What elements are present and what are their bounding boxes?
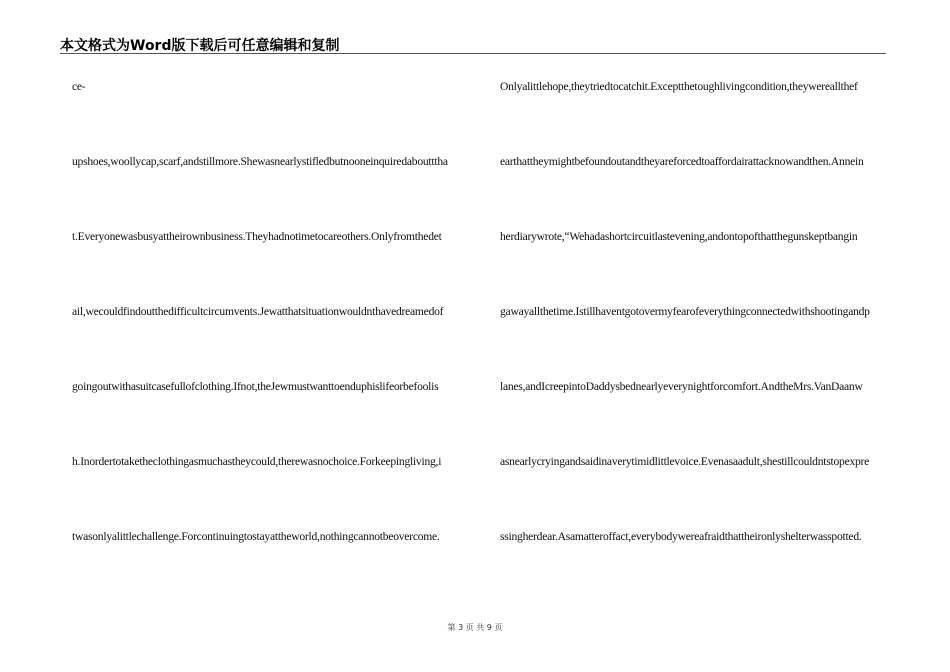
left-line-5: goingoutwithasuitcasefullofclothing.Ifnot,theJewmustwanttoenduphislifeorbefoolis [72,380,439,393]
right-line-1: Onlyalittlehope,theytriedtocatchit.Exceptthetoughlivingcondition,theywereallthef [500,80,858,93]
left-line-3: t.Everyonewasbusyattheirownbusiness.Theyhadnotimetocareothers.Onlyfromthedet [72,230,442,243]
left-text-column [72,0,472,672]
left-line-7: twasonlyalittlechallenge.Forcontinuingtostayattheworld,nothingcannotbeovercome. [72,530,440,543]
page-number-footer: 第 3 页 共 9 页 [447,623,503,632]
right-line-4: gawayallthetime.Istillhaventgotovermyfearofeverythingconnectedwithshootingandp [500,305,870,318]
left-line-4: ail,wecouldfindoutthedifficultcircumvents.Jewatthatsituationwouldnthavedreamedof [72,305,444,318]
left-line-1: ce- [72,80,86,93]
right-line-5: lanes,andIcreepintoDaddysbednearlyeverynightforcomfort.AndtheMrs.VanDaanw [500,380,863,393]
left-line-2: upshoes,woollycap,scarf,andstillmore.Shewasnearlystifledbutnooneinquiredaboutttha [72,155,448,168]
right-line-3: herdiarywrote,“Wehadashortcircuitlastevening,andontopofthatthegunskeptbangin [500,230,858,243]
document-header-title: 本文格式为Word版下载后可任意编辑和复制 [60,38,340,54]
right-text-column [500,0,900,672]
right-line-2: earthattheymightbefoundoutandtheyareforcedtoaffordairattacknowandthen.Annein [500,155,864,168]
right-line-7: ssingherdear.Asamatteroffact,everybodywereafraidthattheironlyshelterwasspotted. [500,530,862,543]
left-line-6: h.Inordertotaketheclothingasmuchastheycould,therewasnochoice.Forkeepingliving,i [72,455,442,468]
right-line-6: asnearlycryingandsaidinaverytimidlittlevoice.Evenasaadult,shestillcouldntstopexpre [500,455,870,468]
